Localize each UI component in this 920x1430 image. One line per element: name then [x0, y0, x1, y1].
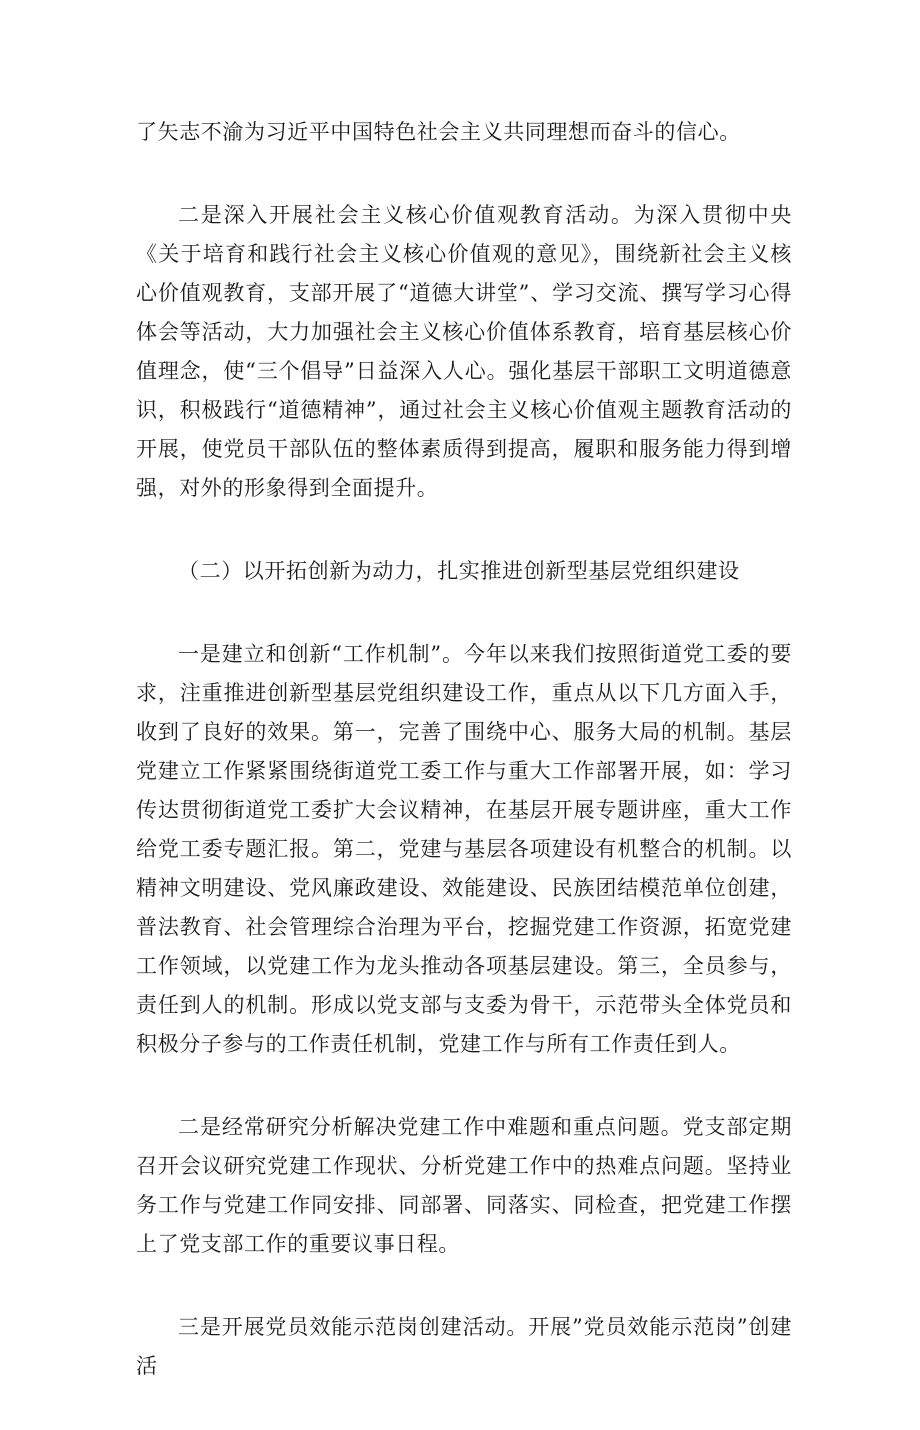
paragraph-continuation: 了矢志不渝为习近平中国特色社会主义共同理想而奋斗的信心。 [136, 120, 741, 144]
paragraph-model-post: 三是开展党员效能示范岗创建活动。开展”党员效能示范岗”创建活 [136, 1315, 792, 1378]
paragraph-core-values-education: 二是深入开展社会主义核心价值观教育活动。为深入贯彻中央《关于培育和践行社会主义核心价值观的意见》，围绕新社会主义核心价值观教育，支部开展了“道德大讲堂”、学习交流、撰写学习心得体会等活动，大力加强社会主义核心价值体系教育，培育基层核心价值理念，使“三个倡导”日益深入人心。强化基层干部职工文明道德意识，积极践行“道德精神”，通过社会主义核心价值观主题教育活动的开展，使党员干部队伍的整体素质得到提高，履职和服务能力得到增强，对外的形象得到全面提升。 [136, 203, 792, 500]
paragraph-work-mechanism: 一是建立和创新“工作机制”。今年以来我们按照街道党工委的要求，注重推进创新型基层党组织建设工作，重点从以下几方面入手，收到了良好的效果。第一，完善了围绕中心、服务大局的机制。基层党建立工作紧紧围绕街道党工委工作与重大工作部署开展，如：学习传达贯彻街道党工委扩大会议精神，在基层开展专题讲座，重大工作给党工委专题汇报。第二，党建与基层各项建设有机整合的机制。以精神文明建设、党风廉政建设、效能建设、民族团结模范单位创建，普法教育、社会管理综合治理为平台，挖掘党建工作资源，拓宽党建工作领域，以党建工作为龙头推动各项基层建设。第三，全员参与，责任到人的机制。形成以党支部与支委为骨干，示范带头全体党员和积极分子参与的工作责任机制，党建工作与所有工作责任到人。 [136, 642, 792, 1056]
document-body [136, 113, 792, 1430]
paragraph-problem-solving: 二是经常研究分析解决党建工作中难题和重点问题。党支部定期召开会议研究党建工作现状、分析党建工作中的热难点问题。坚持业务工作与党建工作同安排、同部署、同落实、同检查，把党建工作摆上了党支部工作的重要议事日程。 [136, 1115, 792, 1256]
section-heading: （二）以开拓创新为动力，扎实推进创新型基层党组织建设 [178, 559, 740, 583]
